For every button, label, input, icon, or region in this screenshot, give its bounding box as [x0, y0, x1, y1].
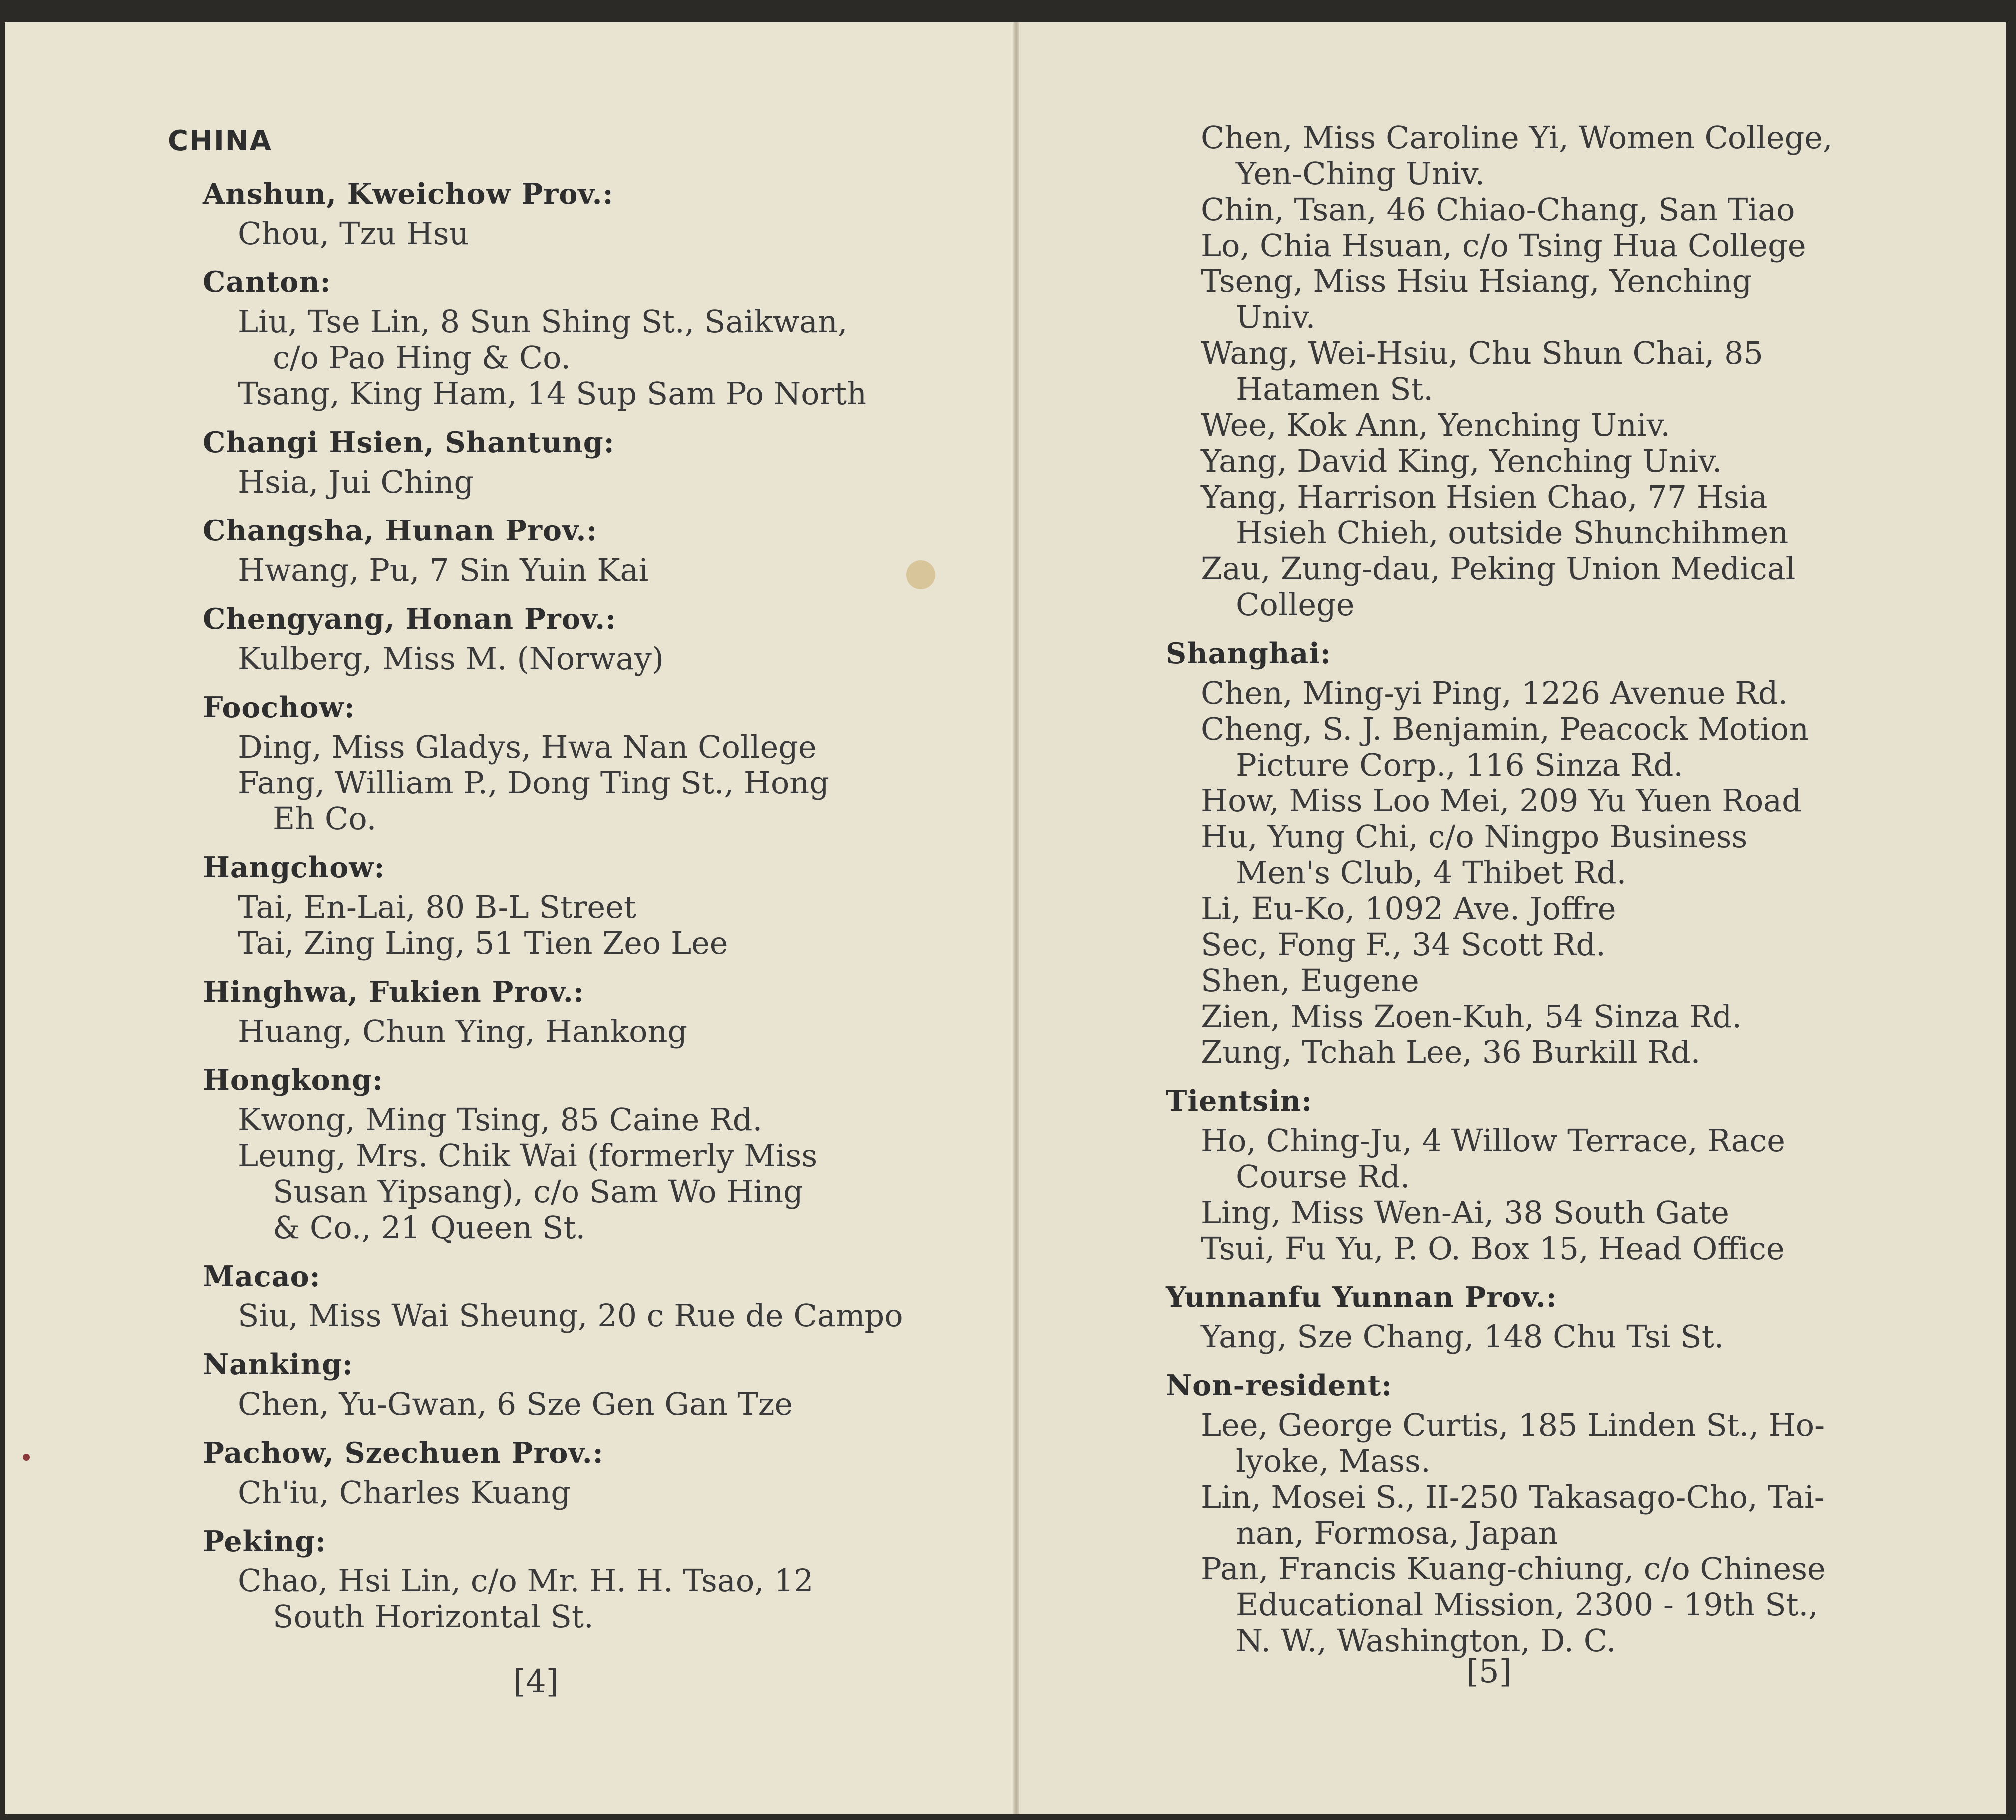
city-heading: Macao:	[203, 1260, 321, 1293]
entry-continuation: c/o Pao Hing & Co.	[273, 339, 571, 376]
directory-entry	[1201, 1123, 1875, 1195]
directory-entry	[1201, 479, 1875, 551]
entry-line: Chen, Ming-yi Ping, 1226 Avenue Rd.	[1201, 675, 1788, 711]
entry-continuation: Men's Club, 4 Thibet Rd.	[1236, 854, 1627, 891]
city-heading: Hinghwa, Fukien Prov.:	[203, 975, 584, 1009]
entry-line: Sec, Fong F., 34 Scott Rd.	[1201, 926, 1606, 963]
left-column	[168, 125, 929, 1635]
entry-continuation: College	[1236, 586, 1355, 623]
directory-entry	[1201, 999, 1875, 1035]
city-heading: Shanghai:	[1166, 637, 1331, 670]
entry-line: Chou, Tzu Hsu	[238, 215, 469, 252]
directory-entry	[1201, 120, 1875, 192]
entry-continuation: Univ.	[1236, 299, 1316, 335]
entry-line: Wee, Kok Ann, Yenching Univ.	[1201, 407, 1671, 443]
entry-line: Li, Eu-Ko, 1092 Ave. Joffre	[1201, 890, 1616, 927]
entry-line: Leung, Mrs. Chik Wai (formerly Miss	[238, 1137, 818, 1174]
entry-line: Liu, Tse Lin, 8 Sun Shing St., Saikwan,	[238, 303, 848, 340]
entry-line: Chao, Hsi Lin, c/o Mr. H. H. Tsao, 12	[238, 1562, 814, 1599]
entry-line: Fang, William P., Dong Ting St., Hong	[238, 765, 829, 801]
entry-line: Zien, Miss Zoen-Kuh, 54 Sinza Rd.	[1201, 998, 1742, 1035]
entry-line: Zau, Zung-dau, Peking Union Medical	[1201, 550, 1796, 587]
directory-entry	[238, 552, 929, 588]
entry-continuation: South Horizontal St.	[273, 1598, 594, 1635]
city-heading: Anshun, Kweichow Prov.:	[203, 177, 614, 211]
entry-line: Cheng, S. J. Benjamin, Peacock Motion	[1201, 711, 1809, 747]
directory-entry	[1201, 819, 1875, 891]
entry-continuation: Eh Co.	[273, 800, 377, 837]
directory-entry	[1201, 711, 1875, 783]
entry-continuation: Educational Mission, 2300 - 19th St.,	[1236, 1586, 1818, 1623]
entry-line: Yang, David King, Yenching Univ.	[1201, 443, 1722, 479]
entry-line: Siu, Miss Wai Sheung, 20 c Rue de Campo	[238, 1298, 903, 1334]
entry-line: Tai, En-Lai, 80 B-L Street	[238, 889, 636, 925]
city-heading: Canton:	[203, 265, 331, 299]
entry-continuation: nan, Formosa, Japan	[1236, 1515, 1558, 1551]
directory-entry	[238, 1138, 929, 1246]
directory-entry	[1201, 443, 1875, 479]
entry-line: Hwang, Pu, 7 Sin Yuin Kai	[238, 552, 649, 588]
entry-line: Kwong, Ming Tsing, 85 Caine Rd.	[238, 1101, 763, 1138]
directory-entry	[238, 376, 929, 412]
directory-entry	[1201, 407, 1875, 443]
entry-continuation: & Co., 21 Queen St.	[273, 1209, 586, 1246]
page-number-left: [4]	[513, 1663, 559, 1700]
directory-entry	[238, 1298, 929, 1334]
entry-line: Tsang, King Ham, 14 Sup Sam Po North	[238, 375, 867, 412]
entry-line: Hu, Yung Chi, c/o Ningpo Business	[1201, 818, 1748, 855]
directory-entry	[238, 641, 929, 677]
entry-line: Ling, Miss Wen-Ai, 38 South Gate	[1201, 1194, 1729, 1231]
entry-line: Ho, Ching-Ju, 4 Willow Terrace, Race	[1201, 1122, 1785, 1159]
entry-continuation: lyoke, Mass.	[1236, 1443, 1431, 1479]
directory-entry	[238, 1386, 929, 1422]
city-heading: Pachow, Szechuen Prov.:	[203, 1436, 604, 1470]
entry-line: Zung, Tchah Lee, 36 Burkill Rd.	[1201, 1034, 1701, 1070]
directory-entry	[238, 216, 929, 252]
directory-entry	[1201, 551, 1875, 623]
entry-line: Lin, Mosei S., II-250 Takasago-Cho, Tai-	[1201, 1479, 1825, 1515]
entry-line: How, Miss Loo Mei, 209 Yu Yuen Road	[1201, 782, 1802, 819]
entry-continuation: Hsieh Chieh, outside Shunchihmen	[1236, 515, 1789, 551]
book-gutter	[1013, 22, 1019, 1814]
entry-line: Chin, Tsan, 46 Chiao-Chang, San Tiao	[1201, 191, 1795, 228]
entry-line: Chen, Yu-Gwan, 6 Sze Gen Gan Tze	[238, 1386, 793, 1422]
city-heading: Nanking:	[203, 1348, 353, 1381]
directory-entry	[1201, 1195, 1875, 1231]
directory-entry	[1201, 963, 1875, 999]
entry-line: Kulberg, Miss M. (Norway)	[238, 640, 664, 677]
entry-continuation: Hatamen St.	[1236, 371, 1434, 407]
directory-entry	[1201, 1035, 1875, 1070]
directory-entry	[1201, 1407, 1875, 1479]
city-heading: Tientsin:	[1166, 1084, 1313, 1118]
entry-line: Chen, Miss Caroline Yi, Women College,	[1201, 119, 1833, 156]
entry-line: Tseng, Miss Hsiu Hsiang, Yenching	[1201, 263, 1752, 299]
directory-entry	[238, 1102, 929, 1138]
city-heading: Changsha, Hunan Prov.:	[203, 514, 598, 547]
country-heading: CHINA	[168, 125, 273, 157]
city-heading: Hangchow:	[203, 851, 385, 884]
directory-entry	[1201, 335, 1875, 407]
directory-entry	[238, 889, 929, 925]
directory-entry	[238, 1563, 929, 1635]
directory-entry	[1201, 927, 1875, 963]
entry-continuation: Yen-Ching Univ.	[1236, 155, 1485, 192]
entry-line: Ding, Miss Gladys, Hwa Nan College	[238, 729, 817, 765]
entry-line: Lo, Chia Hsuan, c/o Tsing Hua College	[1201, 227, 1806, 263]
entry-line: Lee, George Curtis, 185 Linden St., Ho-	[1201, 1407, 1825, 1443]
entry-line: Pan, Francis Kuang-chiung, c/o Chinese	[1201, 1551, 1826, 1587]
entry-line: Tai, Zing Ling, 51 Tien Zeo Lee	[238, 925, 728, 961]
entry-line: Hsia, Jui Ching	[238, 464, 474, 500]
directory-entry	[1201, 1231, 1875, 1267]
entry-line: Huang, Chun Ying, Hankong	[238, 1013, 688, 1049]
directory-entry	[1201, 675, 1875, 711]
page-number-right: [5]	[1466, 1653, 1512, 1690]
entry-line: Ch'iu, Charles Kuang	[238, 1474, 571, 1511]
directory-entry	[238, 765, 929, 837]
entry-continuation: N. W., Washington, D. C.	[1236, 1622, 1616, 1659]
directory-entry	[1201, 1319, 1875, 1355]
city-heading: Changi Hsien, Shantung:	[203, 426, 615, 459]
entry-continuation: Susan Yipsang), c/o Sam Wo Hing	[273, 1173, 803, 1210]
entry-line: Yang, Harrison Hsien Chao, 77 Hsia	[1201, 479, 1768, 515]
directory-entry	[1201, 1551, 1875, 1659]
city-heading: Peking:	[203, 1525, 327, 1558]
entry-line: Tsui, Fu Yu, P. O. Box 15, Head Office	[1201, 1230, 1785, 1267]
directory-entry	[1201, 1479, 1875, 1551]
directory-entry	[1201, 783, 1875, 819]
directory-entry	[238, 1475, 929, 1511]
entry-line: Wang, Wei-Hsiu, Chu Shun Chai, 85	[1201, 335, 1763, 371]
city-heading: Yunnanfu Yunnan Prov.:	[1166, 1281, 1557, 1314]
directory-entry	[238, 729, 929, 765]
city-heading: Foochow:	[203, 691, 355, 724]
directory-entry	[238, 304, 929, 376]
city-heading: Chengyang, Honan Prov.:	[203, 602, 617, 636]
directory-entry	[238, 925, 929, 961]
city-heading: Hongkong:	[203, 1063, 384, 1097]
entry-continuation: Course Rd.	[1236, 1158, 1410, 1195]
directory-entry	[238, 1014, 929, 1049]
directory-entry	[1201, 891, 1875, 927]
entry-continuation: Picture Corp., 116 Sinza Rd.	[1236, 747, 1684, 783]
right-column	[1166, 120, 1875, 1659]
city-heading: Non-resident:	[1166, 1369, 1393, 1402]
page-mark	[23, 1454, 30, 1461]
entry-line: Shen, Eugene	[1201, 962, 1419, 999]
directory-entry	[1201, 192, 1875, 228]
directory-entry	[1201, 263, 1875, 335]
directory-entry	[238, 464, 929, 500]
entry-line: Yang, Sze Chang, 148 Chu Tsi St.	[1201, 1318, 1724, 1355]
directory-entry	[1201, 228, 1875, 263]
